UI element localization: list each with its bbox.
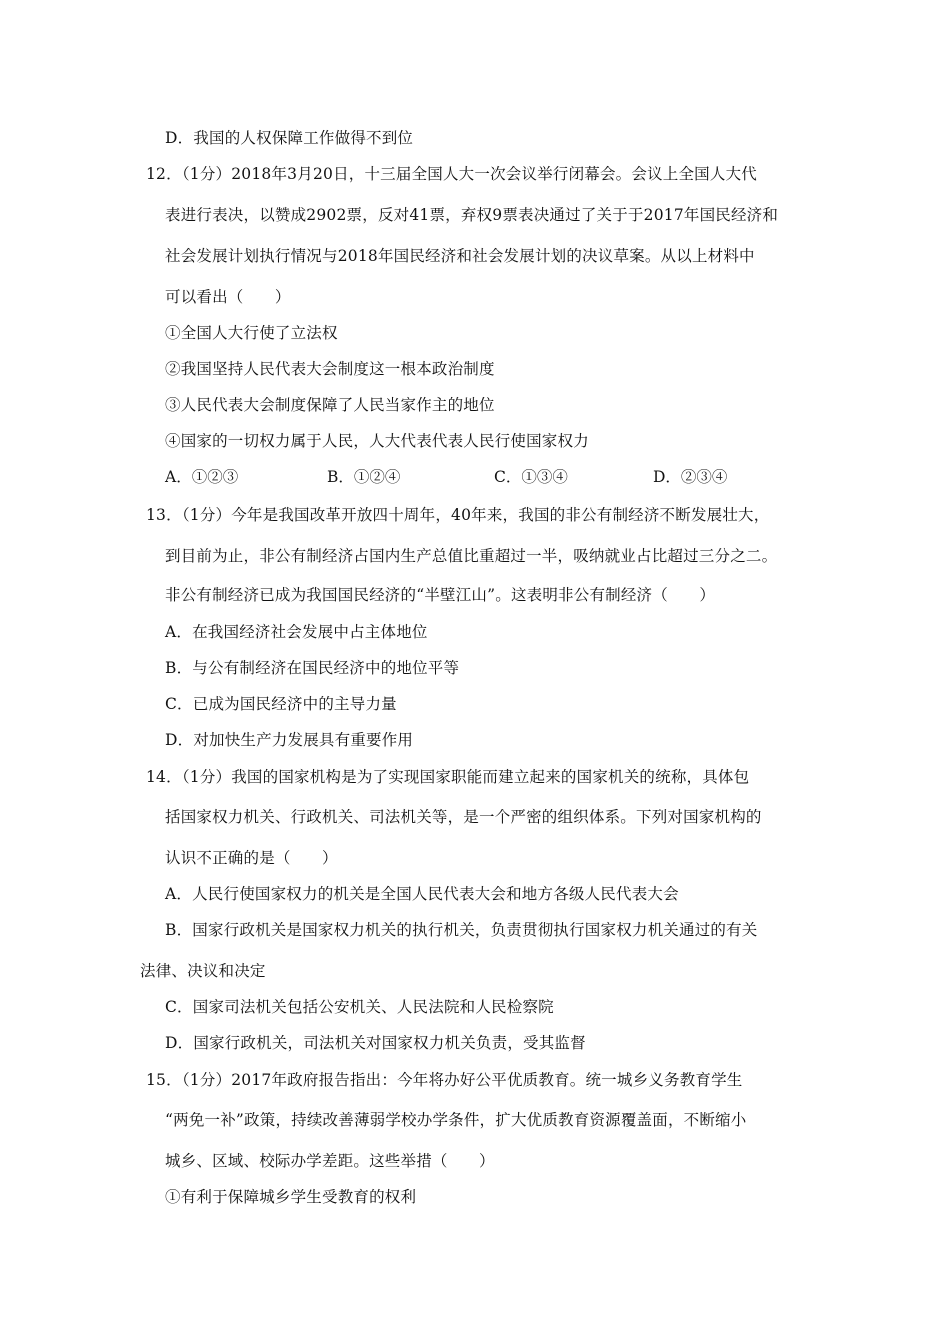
q12-item-2: ②我国坚持人民代表大会制度这一根本政治制度 — [165, 360, 495, 378]
q13-stem-line-2: 到目前为止，非公有制经济占国内生产总值比重超过一半，吸纳就业占比超过三分之二。 — [165, 547, 778, 565]
q12-stem-line-3: 社会发展计划执行情况与2018年国民经济和社会发展计划的决议草案。从以上材料中 — [165, 247, 755, 265]
q15-stem-line-3: 城乡、区域、校际办学差距。这些举措（ ） — [165, 1152, 495, 1170]
q13-option-c: C．已成为国民经济中的主导力量 — [165, 695, 397, 713]
q14-stem-line-2: 括国家权力机关、行政机关、司法机关等，是一个严密的组织体系。下列对国家机构的 — [165, 808, 762, 826]
q11-option-d: D．我国的人权保障工作做得不到位 — [165, 129, 414, 147]
q15-item-1: ①有利于保障城乡学生受教育的权利 — [165, 1188, 417, 1206]
q12-stem-line-1: 12．（1分）2018年3月20日，十三届全国人大一次会议举行闭幕会。会议上全国人大代 — [146, 165, 757, 183]
q13-stem-line-1: 13．（1分）今年是我国改革开放四十周年，40年来，我国的非公有制经济不断发展壮大， — [146, 506, 770, 524]
q12-item-1: ①全国人大行使了立法权 — [165, 324, 338, 342]
q12-item-3: ③人民代表大会制度保障了人民当家作主的地位 — [165, 396, 495, 414]
q14-option-a: A．人民行使国家权力的机关是全国人民代表大会和地方各级人民代表大会 — [165, 885, 679, 903]
q12-stem-line-2: 表进行表决，以赞成2902票，反对41票，弃权9票表决通过了关于于2017年国民经济和 — [165, 206, 779, 224]
q12-stem-line-4: 可以看出（ ） — [165, 288, 291, 306]
q14-option-b-line-1: B．国家行政机关是国家权力机关的执行机关，负责贯彻执行国家权力机关通过的有关 — [165, 921, 758, 939]
q14-option-c: C．国家司法机关包括公安机关、人民法院和人民检察院 — [165, 998, 554, 1016]
q15-stem-line-2: “两免一补”政策，持续改善薄弱学校办学条件，扩大优质教育资源覆盖面，不断缩小 — [165, 1111, 747, 1129]
q12-option-a: A．①②③ — [165, 468, 239, 486]
q13-option-b: B．与公有制经济在国民经济中的地位平等 — [165, 659, 460, 677]
q14-option-b-line-2: 法律、决议和决定 — [140, 962, 266, 980]
q12-option-d: D．②③④ — [653, 468, 728, 486]
q13-option-a: A．在我国经济社会发展中占主体地位 — [165, 623, 428, 641]
q15-stem-line-1: 15．（1分）2017年政府报告指出：今年将办好公平优质教育。统一城乡义务教育学生 — [146, 1071, 743, 1089]
q12-option-b: B．①②④ — [327, 468, 401, 486]
q14-stem-line-1: 14．（1分）我国的国家机构是为了实现国家职能而建立起来的国家机关的统称，具体包 — [146, 768, 750, 786]
q14-option-d: D．国家行政机关，司法机关对国家权力机关负责，受其监督 — [165, 1034, 586, 1052]
q12-item-4: ④国家的一切权力属于人民，人大代表代表人民行使国家权力 — [165, 432, 589, 450]
q12-option-c: C．①③④ — [494, 468, 568, 486]
q13-stem-line-3: 非公有制经济已成为我国国民经济的“半壁江山”。这表明非公有制经济（ ） — [165, 586, 716, 604]
q14-stem-line-3: 认识不正确的是（ ） — [165, 849, 338, 867]
q13-option-d: D．对加快生产力发展具有重要作用 — [165, 731, 414, 749]
